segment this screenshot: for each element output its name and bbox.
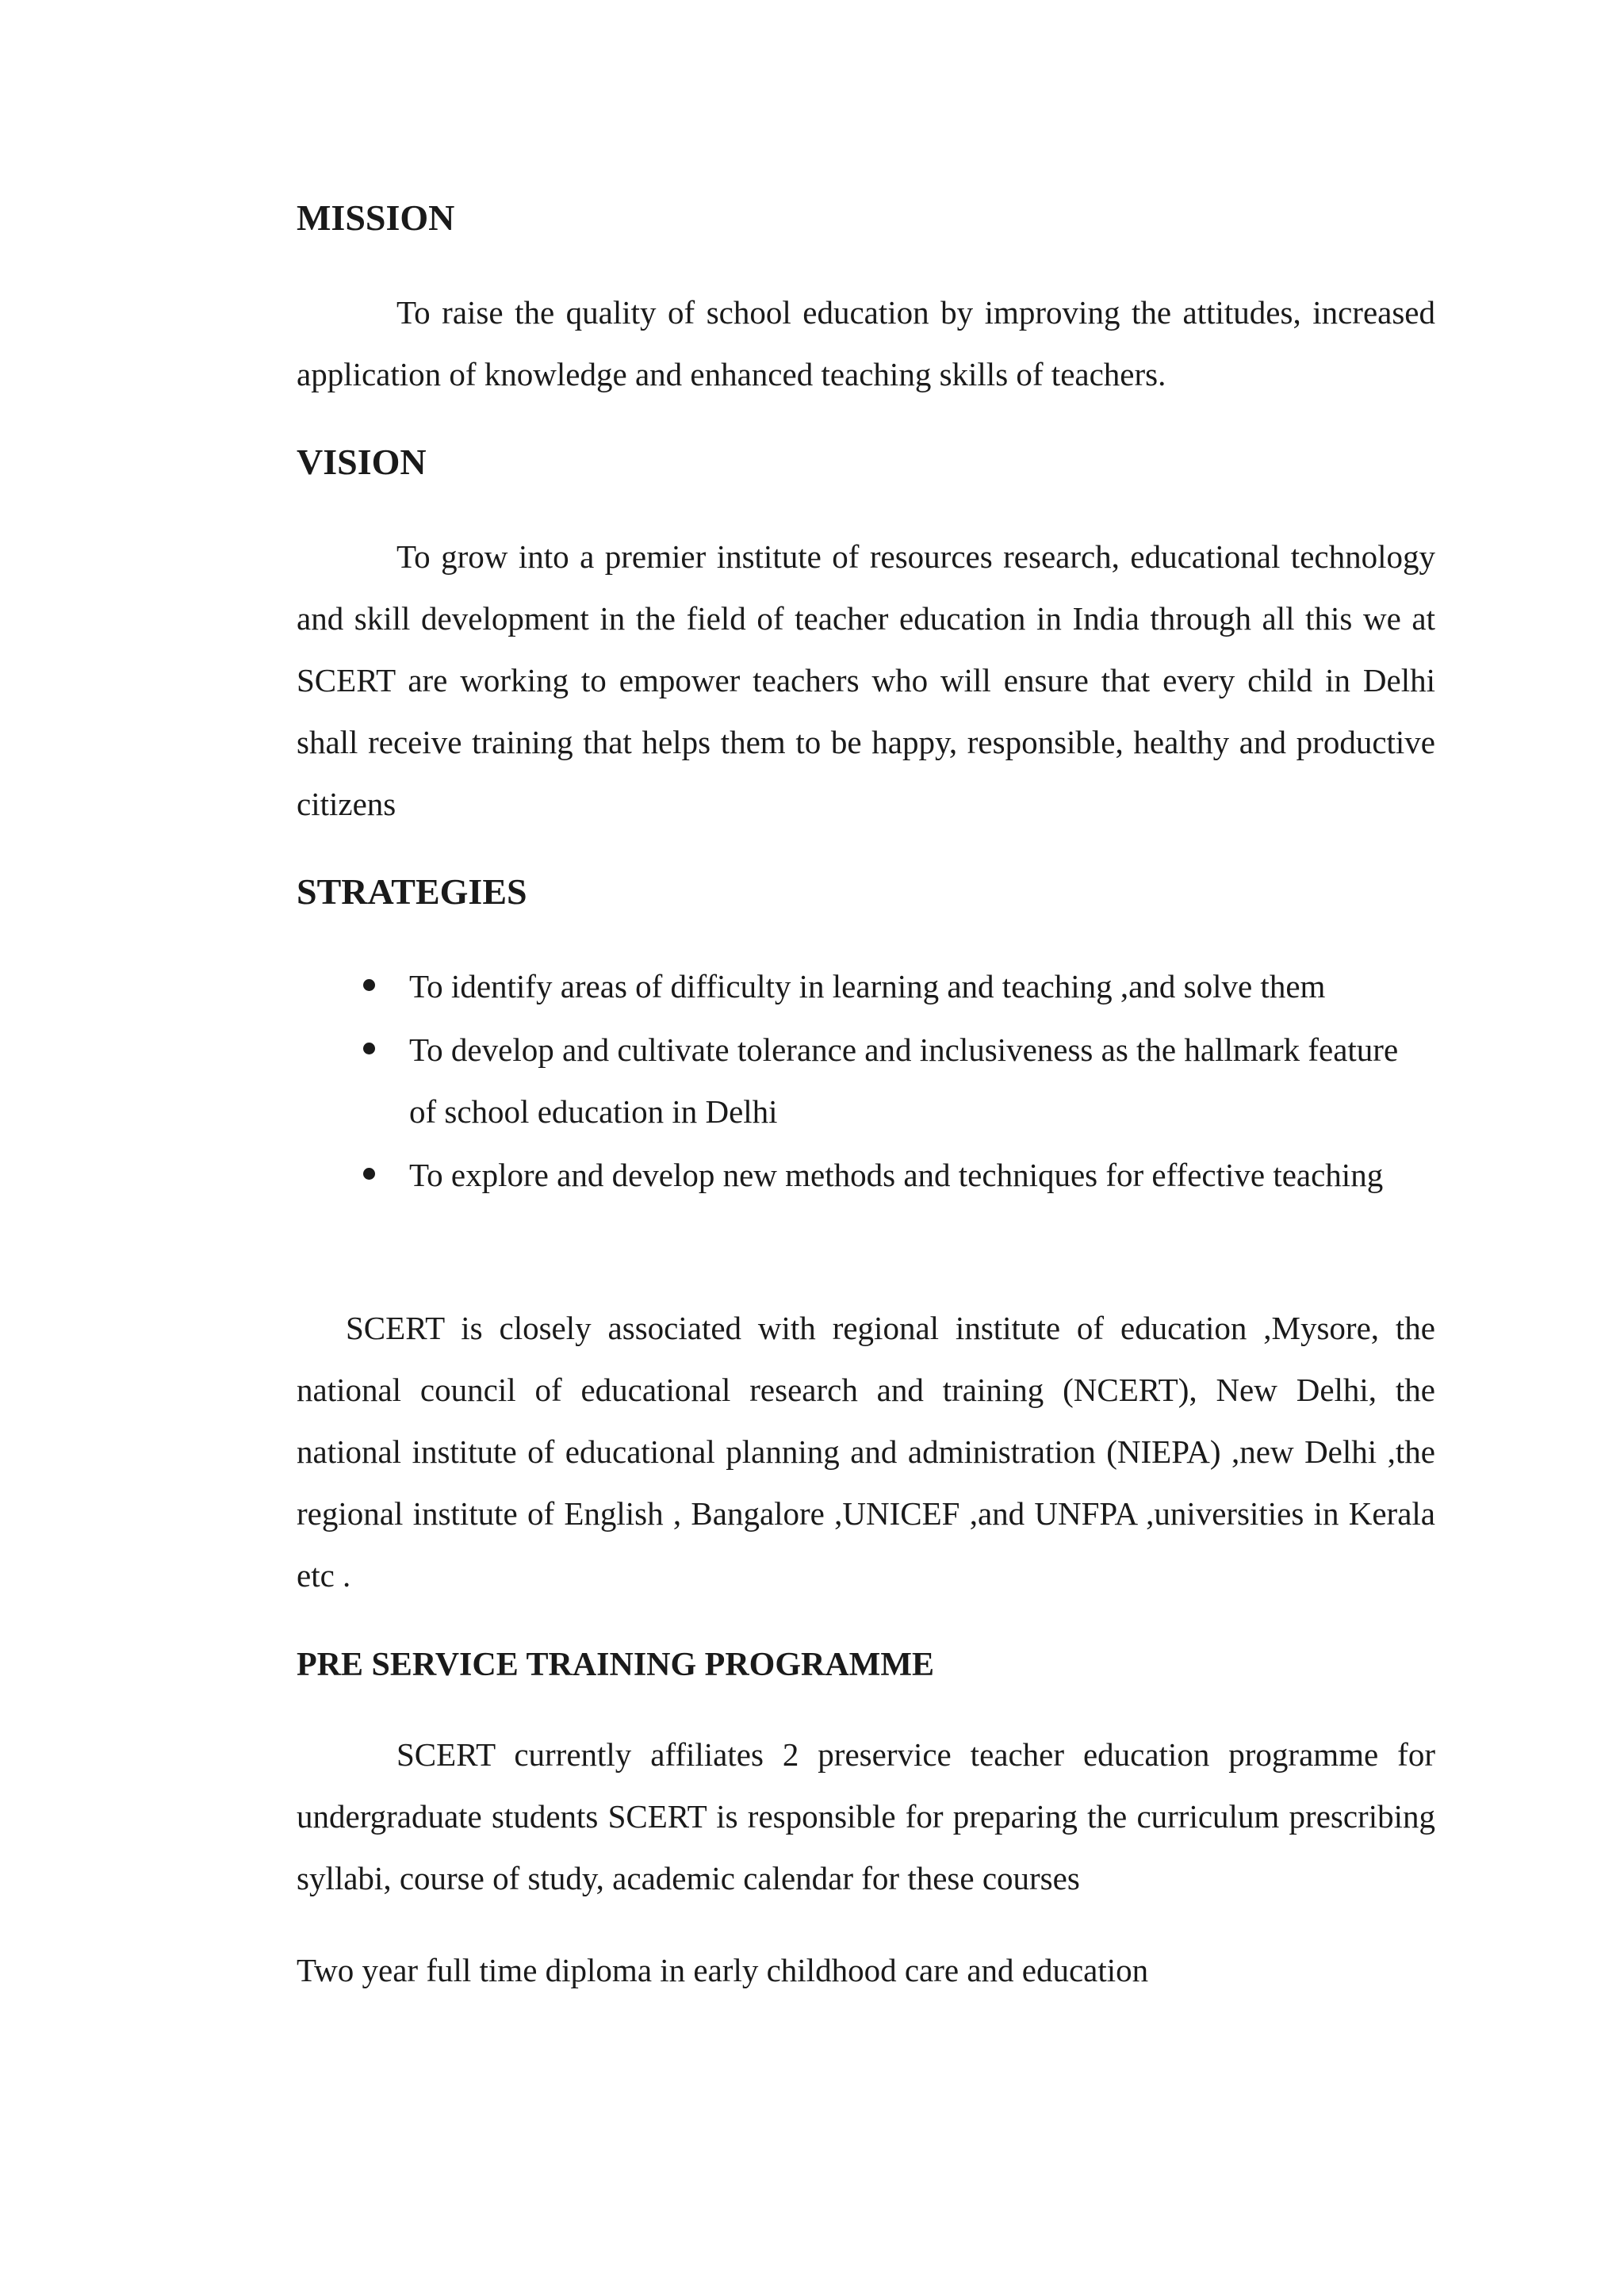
bullet-icon [363, 979, 375, 991]
strategies-section [297, 868, 1435, 916]
diploma-text: Two year full time diploma in early childhood care and education [297, 1952, 1149, 1988]
pre-service-paragraph: SCERT currently affiliates 2 preservice teacher education programme for undergraduate students SCERT is responsible for preparing the curriculum prescribing syllabi, course of study, academic calendar for these courses [297, 1736, 1435, 1896]
bullet-icon [363, 1043, 375, 1054]
list-item [297, 1144, 1435, 1206]
list-item [297, 955, 1435, 1017]
vision-section [297, 438, 1435, 486]
mission-section [297, 194, 1435, 242]
vision-body [297, 526, 1435, 835]
list-item-text: To develop and cultivate tolerance and inclusiveness as the hallmark feature of school education in Delhi [409, 1031, 1399, 1130]
mission-body [297, 281, 1435, 405]
vision-heading: VISION [297, 442, 427, 482]
list-item-text: To identify areas of difficulty in learning and teaching ,and solve them [409, 968, 1326, 1004]
pre-service-heading: PRE SERVICE TRAINING PROGRAMME [297, 1647, 934, 1683]
pre-service-section [297, 1641, 1435, 1689]
list-item-text: To explore and develop new methods and techniques for effective teaching [409, 1157, 1384, 1193]
mission-paragraph: To raise the quality of school education by improving the attitudes, increased application of knowledge and enhanced teaching skills of teachers. [297, 294, 1435, 392]
vision-paragraph: To grow into a premier institute of resources research, educational technology and skill development in the field of teacher education in India through all this we at SCERT are working to empower teachers who will ensure that every child in Delhi shall receive training that helps them to be happy, responsible, healthy and productive citizens [297, 538, 1435, 822]
list-item [297, 1019, 1435, 1142]
bullet-icon [363, 1168, 375, 1180]
association-body [297, 1297, 1435, 1606]
strategies-list [297, 955, 1435, 1207]
strategies-heading: STRATEGIES [297, 871, 527, 912]
association-paragraph: SCERT is closely associated with regional institute of education ,Mysore, the national council of educational research and training (NCERT), New Delhi, the national institute of educational planning and administration (NIEPA) ,new Delhi ,the regional institute of English , Bangalore ,UNICEF ,and UNFPA ,universities in Kerala etc . [297, 1310, 1435, 1594]
diploma-line [297, 1939, 1435, 2001]
mission-heading: MISSION [297, 197, 455, 238]
pre-service-body [297, 1724, 1435, 1909]
